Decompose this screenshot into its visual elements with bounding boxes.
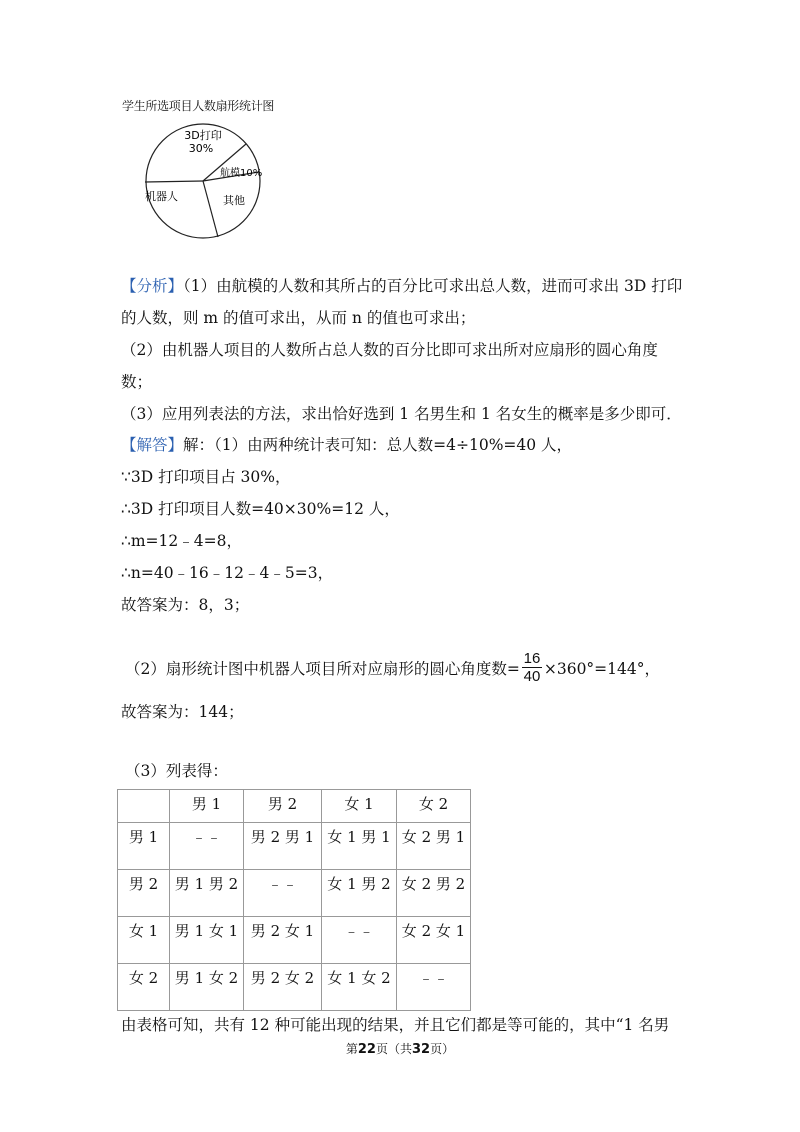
line-text: 解：（1）由两种统计表可知：总人数=4÷10%=40 人， [183,436,573,454]
text-line [121,372,152,392]
table-cell: ﹣﹣ [322,917,397,964]
chart-title: 学生所选项目人数扇形统计图 [122,99,275,113]
page-footer [0,1040,800,1057]
pie-label-3d-value: 30% [188,142,214,155]
line-text: ∵3D 打印项目占 30%， [121,468,291,486]
part2-before: （2）扇形统计图中机器人项目所对应扇形的圆心角度数= [125,660,520,678]
line-text: ∴3D 打印项目人数=40×30%=12 人， [121,500,400,518]
table-row [118,964,471,1011]
text-line [121,531,242,551]
table-cell: 男 2 [118,870,170,917]
table-cell: 女 2 男 1 [397,823,471,870]
text-line [121,467,290,487]
fraction [521,650,543,685]
line-text: 的人数，则 m 的值可求出，从而 n 的值也可求出； [121,309,476,327]
pie-label-robot: 机器人 [145,190,178,203]
table-cell: 男 1 [170,790,244,823]
line-text: （1）由航模的人数和其所占的百分比可求出总人数，进而可求出 3D 打印 [183,277,683,295]
text-line [121,404,682,424]
table-cell: 男 2 [244,790,322,823]
table-cell: ﹣﹣ [170,823,244,870]
outcome-table [117,789,471,1011]
fraction-numerator: 16 [523,650,541,667]
table-cell [118,790,170,823]
part2-line [125,659,660,679]
section-tag: 【分析】 [121,277,184,295]
text-line [121,563,333,583]
part3-title: （3）列表得： [125,762,228,780]
table-row [118,917,471,964]
table-cell: 女 1 女 2 [322,964,397,1011]
table-cell: 男 1 女 1 [170,917,244,964]
part2-answer: 故答案为：144； [121,703,244,721]
line-text: ∴m=12﹣4=8， [121,532,242,550]
table-cell: 女 1 [118,917,170,964]
table-cell: 女 2 男 2 [397,870,471,917]
text-line [121,276,682,296]
footer-total-pages: 32 [412,1042,431,1057]
text-line [121,340,658,360]
text-line [121,308,475,328]
table-header-row [118,790,471,823]
section-tag: 【解答】 [121,436,184,454]
table-cell: 男 2 男 1 [244,823,322,870]
table-cell: 女 1 男 2 [322,870,397,917]
text-line [121,499,400,519]
table-cell: 男 2 女 2 [244,964,322,1011]
line-text: （3）应用列表法的方法，求出恰好选到 1 名男生和 1 名女生的概率是多少即可． [121,405,682,423]
table-cell: ﹣﹣ [244,870,322,917]
table-cell: 女 1 男 1 [322,823,397,870]
table-row [118,870,471,917]
footer-page-number: 22 [357,1042,376,1057]
pie-label-model: 航模10% [220,168,263,179]
line-text: 故答案为：8，3； [121,596,250,614]
table-cell: 女 2 [397,790,471,823]
line-text: （2）由机器人项目的人数所占总人数的百分比即可求出所对应扇形的圆心角度 [121,341,658,359]
footer-pre: 第 [345,1042,358,1056]
table-cell: ﹣﹣ [397,964,471,1011]
footer-post: 页） [430,1042,455,1056]
footer-mid: 页（共 [375,1042,412,1056]
table-cell: 男 2 女 1 [244,917,322,964]
line-text: ∴n=40﹣16﹣12﹣4﹣5=3， [121,564,334,582]
table-cell: 男 1 [118,823,170,870]
part2-after: ×360°=144°， [543,660,661,678]
table-cell: 男 1 男 2 [170,870,244,917]
line-text: 数； [121,373,153,391]
pie-label-other: 其他 [223,194,245,207]
fraction-denominator: 40 [523,668,541,685]
table-cell: 男 1 女 2 [170,964,244,1011]
text-line [121,595,249,615]
table-row [118,823,471,870]
pie-label-3d: 3D打印 [184,129,222,142]
pie-chart [120,112,290,262]
table-cell: 女 2 [118,964,170,1011]
conclusion-line: 由表格可知，共有 12 种可能出现的结果，并且它们都是等可能的，其中“1 名男 [121,1016,670,1034]
table-cell: 女 1 [322,790,397,823]
table-cell: 女 2 女 1 [397,917,471,964]
text-line [121,435,572,455]
